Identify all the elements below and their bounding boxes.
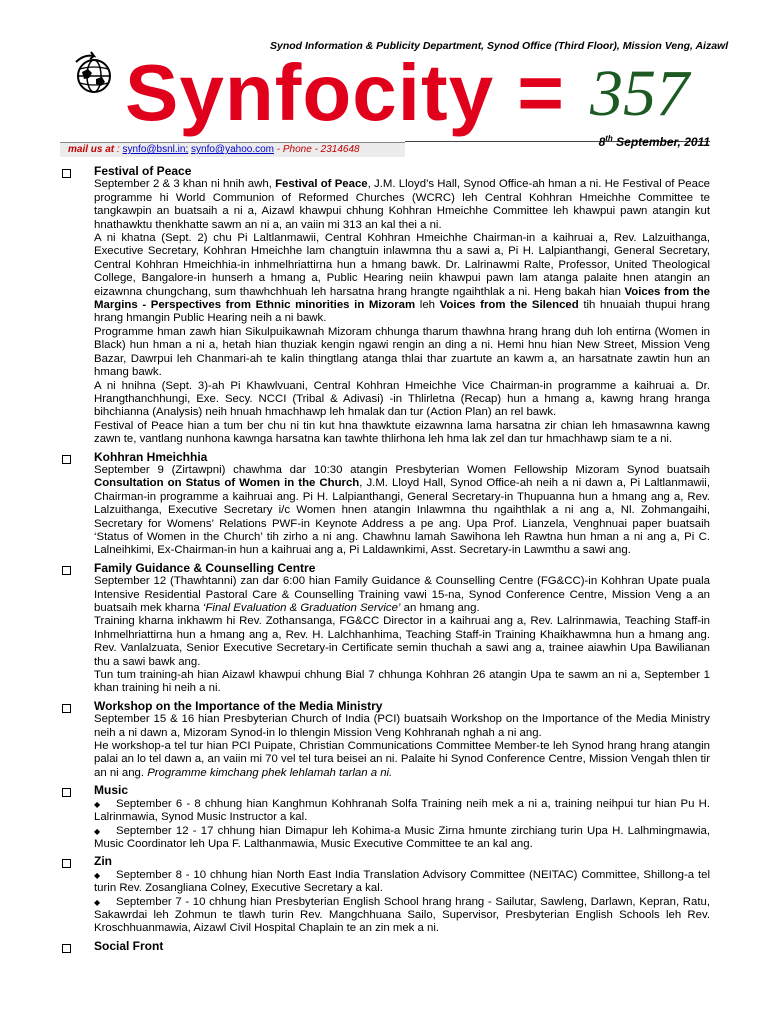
paragraph: Training kharna inkhawm hi Rev. Zothansanga, FG&CC Director in a kaihruai ang a, Rev. Lalrinmawia, Teaching Staff-in Inhmelhriattirna hun a hmang ang a, Rev. H. Lalchhanhima, Teaching Staff-in Training Khaikhawmna hun a hmang ang. Rev. Vanlalzuata, Senior Executive Secretary-in Certificate semin thuchah a sawi ang a, trainee aiawhin Upa Bawilianan thu a sawi bawk ang. [94,615,710,668]
email-link-yahoo[interactable]: synfo@yahoo.com [191,144,274,155]
paragraph: September 2 & 3 khan ni hnih awh, Festival of Peace, J.M. Lloyd’s Hall, Synod Office-ah hman a ni. He Festival of Peace programme hi World Communion of Reformed Churches (WCRC) leh Central Kohhran Hmeichhe Committee te tangkawpin an buatsaih a ni a, Aizawl khawpui chhung Kohhran Hmeichhe Committee leh khawpui pawn atangin kut hnathawktu thenkhatte sawm an ni a, an vaiin mi 313 an kal thei a ni. [94,178,710,231]
checkbox-bullet-icon [62,566,71,575]
mail-label: mail us at [68,144,115,155]
paragraph: September 9 (Zirtawpni) chawhma dar 10:30 atangin Presbyterian Women Fellowship Mizoram Synod buatsaih Consultation on Status of Women in the Church, J.M. Lloyd Hall, Synod Office-ah neih a ni dawn a, Pi Laltlanmawii, Chairman-in programme a kaihruai ang. Pi H. Lalpianthangi, General Secretary-in Thupuanna hun a hmang ang a, Rev. Lalzuithanga, Executive Secretary i/c Women hnen atangin Inlawmna thu ngaihthlak a ni ang a, Nl. Zohmangaihi, Secretary for Womens’ Relations PWF-in Keynote Address a pe ang. Upa Prof. Lianzela, Venghnuai paper buatsaih ‘Status of Women in the Church’ tih zirho a ni ang. Chawhnu lamah Sawihona leh Rawtna hun hman a ni ang a, Pi C. Lalneihkimi, Ex-Chairman-in hun a kaihruai ang a, Pi Laldawnkimi, Asst. Secretary-in Lawmthu a sawi ang. [94,463,711,557]
paragraph: September 15 & 16 hian Presbyterian Church of India (PCI) buatsaih Workshop on the Importance of the Media Ministry neih a ni dawn a, Mizoram Synod-in lo thlengin Mission Veng Kohhranah nghah a ni ang. [94,713,710,739]
section-music [60,784,710,851]
section-title: Music [94,783,129,798]
diamond-bullet-icon: ◆ [94,870,101,880]
diamond-bullet-icon: ◆ [94,826,101,836]
section-title: Workshop on the Importance of the Media Ministry [94,698,383,713]
phone-number: - Phone - 2314648 [276,144,360,155]
bullet-item: ◆ September 7 - 10 chhung hian Presbyterian English School hrang hrang - Sailutar, Sawleng, Darlawn, Kepran, Ratu, Sakawrdai leh Zohmun te tlawh turin Rev. Mangchhuana Sailo, Supervisor, Presbyterian English Schools leh Rev. Kroschhuanmawia, Aizawl Civil Hospital Chaplain te an zin mek a ni. [94,895,710,935]
issue-date: 8th September, 2011 [598,134,710,149]
section-title: Kohhran Hmeichhia [94,449,208,464]
bullet-item: ◆ September 8 - 10 chhung hian North East India Translation Advisory Committee (NEITAC) Committee, Shillong-a tel turin Rev. Zosangliana Colney, Executive Secretary a kal. [94,868,710,895]
bullet-item: ◆ September 6 - 8 chhung hian Kanghmun Kohhranah Solfa Training neih mek a ni a, training neihpui tur hian Pu H. Lalrinmawia, Synod Music Instructor a kal. [94,797,710,824]
diamond-bullet-icon: ◆ [94,897,101,907]
paragraph: Tun tum training-ah hian Aizawl khawpui chhung Bial 7 chhunga Kohhran 26 atangin Upa te sawm an ni a, September 1 khan training hi neih a ni. [94,669,710,695]
masthead-title: Synfocity = [125,48,566,137]
newsletter-body [60,165,710,957]
checkbox-bullet-icon [62,944,71,953]
paragraph: A ni khatna (Sept. 2) chu Pi Laltlanmawii, Central Kohhran Hmeichhe Chairman-in a kaihruai a, Rev. Lalzuithanga, Executive Secretary, Kohhran Hmeichhe lam changtuin inlawmna thu a sawi a, Pi H. Lalpianthangi, General Secretary, Central Kohhran Hmeichhia-in inhmelhriattirna hun a hmang bawk. Dr. Lalrinawmi Ralte, Professor, United Theological College, Bangalore-in hunserh a hmang a, Public Hearing neiin khawpui pawn lam atanga palaite hnen atangin an eizawnna chungchang, sum thawhchhuah leh harsatna hrang hrangte ngaihthlak a ni. Heng bakah hian Voices from the Margins - Perspectives from Ethnic minorities in Mizoram leh Voices from the Silenced tih hnuaiah thupui hrang hrang hmangin Public Hearing neih a ni bawk. [94,232,711,325]
section-title: Family Guidance & Counselling Centre [94,560,316,575]
contact-bar: mail us at : synfo@bsnl.in; synfo@yahoo.com - Phone - 2314648 [60,142,405,157]
bullet-item: ◆ September 12 - 17 chhung hian Dimapur leh Kohima-a Music Zirna hmunte zirchiang turin Upa H. Lalhmingmawia, Music Coordinator leh Upa F. Lalthanmawia, Music Executive Committee te an kal ang. [94,824,710,850]
issue-number: 357 [590,57,689,130]
globe-logo-icon [70,50,118,98]
paragraph: September 12 (Thawhtanni) zan dar 6:00 hian Family Guidance & Counselling Centre (FG&CC)-in Kohhran Upate puala Intensive Residential Pastoral Care & Counselling Training vawi 15-na, Synod Conference Centre, Mission Veng a an buatsaih mek kharna ‘Final Evaluation & Graduation Service’ an hmang ang. [94,575,710,614]
checkbox-bullet-icon [62,455,71,464]
section-family-guidance [60,562,710,696]
section-media-workshop [60,700,710,780]
checkbox-bullet-icon [62,788,71,797]
section-festival-of-peace [60,165,710,447]
checkbox-bullet-icon [62,859,71,868]
section-title: Festival of Peace [94,164,192,178]
paragraph: A ni hnihna (Sept. 3)-ah Pi Khawlvuani, Central Kohhran Hmeichhe Vice Chairman-in programme a kaihruai a. Dr. Hrangthanchhungi, Exe. Secy. NCCI (Tribal & Adivasi) -in Thlirletna (Recap) hun a hmang a, kawng hrang hranga bihchianna (Analysis) neih hnuah hmachhawp leh hmalak dan tur (Action Plan) an rel bawk. [94,379,710,419]
department-line: Synod Information & Publicity Department, Synod Office (Third Floor), Mission Veng, Aizawl [270,40,729,52]
section-zin [60,855,710,935]
section-social-front [60,940,710,953]
section-kohhran-hmeichhia [60,451,710,558]
checkbox-bullet-icon [62,704,71,713]
diamond-bullet-icon: ◆ [94,799,101,809]
checkbox-bullet-icon [62,169,71,178]
section-title: Zin [94,854,112,869]
paragraph: Festival of Peace hian a tum ber chu ni tin kut hna thawktute eizawnna lama harsatna zir chian leh hmasawnna kawng zawn te, vantlang nunhona kawnga harsatna kan tawhte thlirhona leh hma lak zel dan tur hmachhawp siam te a ni. [94,419,710,446]
paragraph: He workshop-a tel tur hian PCI Puipate, Christian Communications Committee Member-te leh Synod hrang hrang atangin palai an lo tel dawn a, an vaiin mi 70 vel tel tura beisei an ni. Palaite hi Synod Conference Centre, Mission Vengah thlen tir an ni ang. Programme kimchang phek lehlamah tarlan a ni. [94,740,710,779]
email-link-bsnl[interactable]: synfo@bsnl.in; [122,144,189,155]
section-title: Social Front [94,938,164,953]
paragraph: Programme hman zawh hian Sikulpuikawnah Mizoram chhunga tharum thawhna hrang hrang duh loh entirna (Women in Black) hun hman a ni a, hetah hian thuziak kengin ngawi rengin an ding a ni. Hemi hnu hian New Street, Mission Veng Bazar, Dawrpui leh Chanmari-ah te kalin thingtlang atanga thlai thar zuartute an kawm a, an harsatnate zawtin hun an hmang bawk. [94,325,710,379]
